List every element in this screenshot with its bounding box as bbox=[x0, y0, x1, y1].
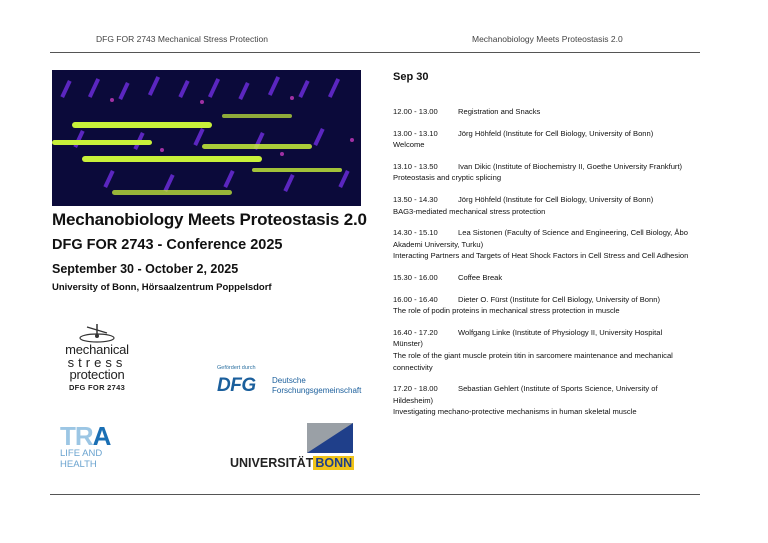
entry-topic: Investigating mechano-protective mechanisms in human skeletal muscle bbox=[393, 407, 637, 417]
msp-subtitle: DFG FOR 2743 bbox=[68, 382, 126, 392]
header-right: Mechanobiology Meets Proteostasis 2.0 bbox=[472, 34, 623, 44]
entry-time: 15.30 - 16.00 bbox=[393, 272, 438, 282]
tra-sub-2: HEALTH bbox=[60, 459, 97, 470]
tra-mark-a: TR bbox=[60, 421, 93, 451]
entry-time: 14.30 - 15.10 bbox=[393, 228, 438, 238]
program-entry bbox=[393, 294, 693, 317]
entry-time: 12.00 - 13.00 bbox=[393, 107, 438, 116]
program-entry bbox=[393, 194, 693, 217]
uni-bonn-emblem-icon bbox=[307, 423, 353, 453]
entry-speaker: Dieter O. Fürst (Institute for Cell Biology, University of Bonn) bbox=[458, 294, 661, 304]
entry-topic: Interacting Partners and Targets of Heat Shock Factors in Cell Stress and Cell Adhesion bbox=[393, 251, 689, 261]
entry-header bbox=[393, 227, 693, 250]
program-list bbox=[393, 106, 693, 428]
header-left: DFG FOR 2743 Mechanical Stress Protection bbox=[96, 34, 268, 44]
msp-word-1: mechanical bbox=[65, 342, 129, 357]
entry-speaker: Coffee Break bbox=[458, 272, 503, 282]
entry-header bbox=[393, 383, 693, 406]
program-entry bbox=[393, 327, 693, 373]
program-entry bbox=[393, 128, 693, 151]
title-line-4: University of Bonn, Hörsaalzentrum Poppelsdorf bbox=[52, 282, 272, 293]
dfg-name bbox=[272, 376, 361, 396]
bottom-rule bbox=[50, 494, 700, 495]
title-line-1: Mechanobiology Meets Proteostasis 2.0 bbox=[52, 210, 367, 229]
entry-time: 16.40 - 17.20 bbox=[393, 327, 438, 337]
entry-topic: The role of the giant muscle protein titin in sarcomere maintenance and mechanical connectivity bbox=[393, 350, 673, 372]
entry-speaker: Lea Sistonen (Faculty of Science and Engineering, Cell Biology, Åbo Akademi University, Turku) bbox=[393, 228, 688, 249]
entry-header bbox=[393, 161, 693, 173]
entry-header bbox=[393, 327, 693, 350]
dfg-name-line-2: Forschungsgemeinschaft bbox=[272, 386, 362, 395]
program-entry bbox=[393, 161, 693, 184]
entry-time: 16.00 - 16.40 bbox=[393, 294, 438, 304]
msp-emblem-icon bbox=[77, 322, 117, 344]
title-line-2: DFG FOR 2743 - Conference 2025 bbox=[52, 237, 283, 253]
top-rule bbox=[50, 52, 700, 53]
msp-word-3: protection bbox=[69, 367, 125, 382]
uni-bonn-logo bbox=[230, 456, 354, 470]
program-entry bbox=[393, 106, 693, 118]
entry-speaker: Registration and Snacks bbox=[458, 107, 541, 116]
program-entry bbox=[393, 227, 693, 262]
entry-speaker: Jörg Höhfeld (Institute for Cell Biology, University of Bonn) bbox=[458, 194, 654, 204]
uni-bonn-word: BONN bbox=[315, 456, 353, 470]
entry-topic: The role of podin proteins in mechanical stress protection in muscle bbox=[393, 306, 620, 316]
uni-word: UNIVERSITÄT bbox=[230, 456, 314, 470]
title-line-3: September 30 - October 2, 2025 bbox=[52, 262, 239, 276]
entry-speaker: Ivan Dikic (Institute of Biochemistry II, Goethe University Frankfurt) bbox=[458, 161, 683, 171]
entry-speaker: Wolfgang Linke (Institute of Physiology II, University Hospital Münster) bbox=[393, 327, 663, 349]
msp-logo bbox=[58, 322, 136, 393]
program-day: Sep 30 bbox=[393, 71, 429, 83]
program-entry bbox=[393, 383, 693, 418]
msp-word-2: stress bbox=[67, 354, 127, 370]
entry-time: 13.00 - 13.10 bbox=[393, 128, 438, 138]
tra-mark-b: A bbox=[92, 421, 111, 451]
entry-topic: BAG3-mediated mechanical stress protection bbox=[393, 206, 546, 216]
entry-time: 13.10 - 13.50 bbox=[393, 161, 438, 171]
dfg-name-line-1: Deutsche bbox=[272, 376, 306, 385]
entry-time: 13.50 - 14.30 bbox=[393, 194, 438, 204]
entry-time: 17.20 - 18.00 bbox=[393, 384, 438, 394]
entry-speaker: Jörg Höhfeld (Institute for Cell Biology, University of Bonn) bbox=[458, 128, 654, 138]
dfg-funded-label: Gefördert durch bbox=[217, 365, 256, 371]
program-entry bbox=[393, 272, 693, 284]
microscopy-image bbox=[52, 70, 361, 206]
tra-sub-1: LIFE AND bbox=[60, 448, 103, 459]
entry-topic: Welcome bbox=[393, 140, 425, 150]
entry-topic: Proteostasis and cryptic splicing bbox=[393, 173, 502, 183]
dfg-logo: DFG bbox=[217, 375, 256, 396]
tra-logo bbox=[60, 421, 111, 470]
entry-speaker: Sebastian Gehlert (Institute of Sports Science, University of Hildesheim) bbox=[393, 384, 658, 405]
